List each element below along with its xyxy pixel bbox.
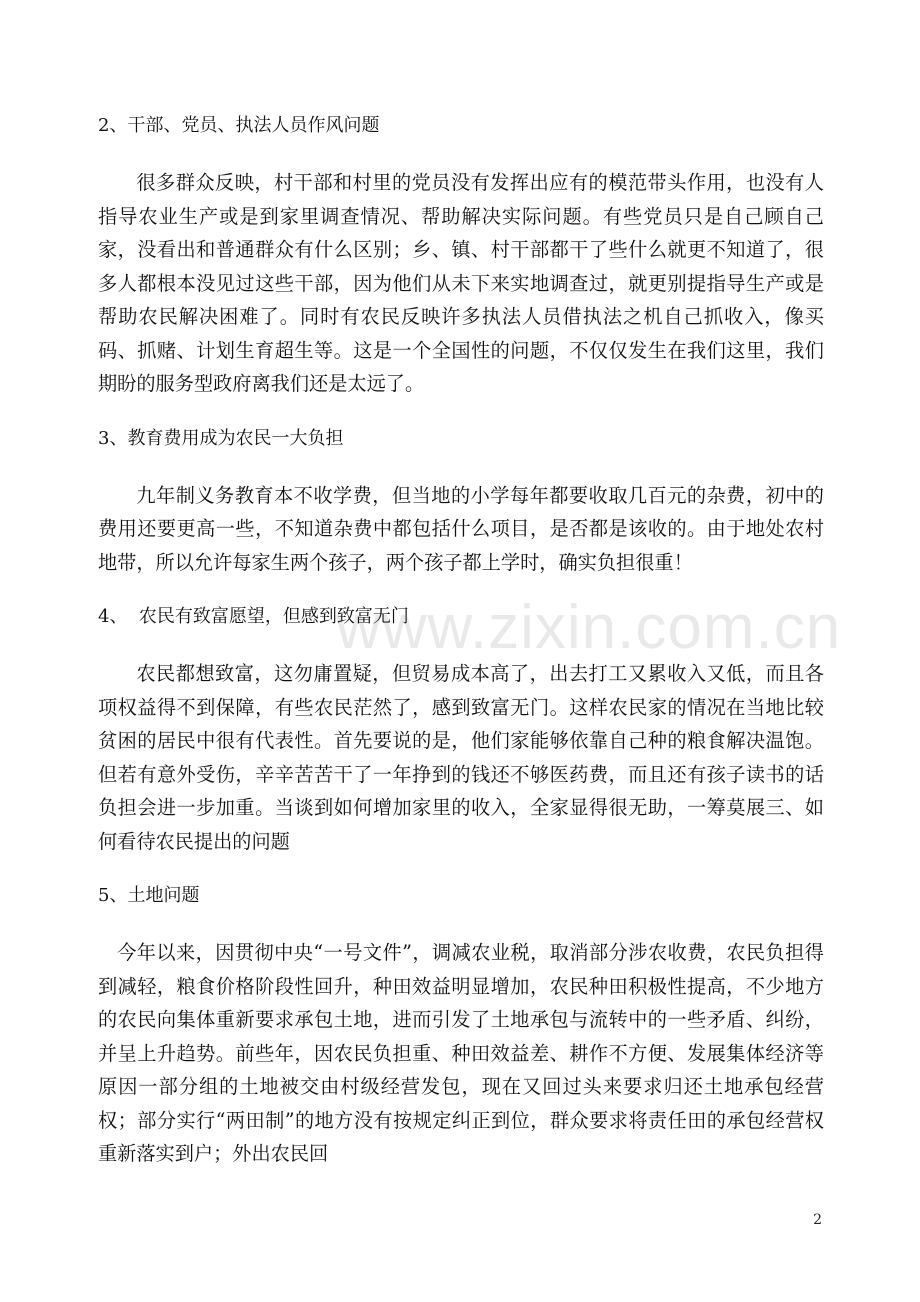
page-number: 2 <box>813 1212 822 1228</box>
section-heading-3: 3、教育费用成为农民一大负担 <box>98 427 344 449</box>
section-heading-4: 4、 农民有致富愿望，但感到致富无门 <box>98 606 409 627</box>
section-paragraph-4: 农民都想致富，这勿庸置疑，但贸易成本高了，出去打工又累收入又低，而且各项权益得不到保障，有些农民茫然了，感到致富无门。这样农民家的情况在当地比较贫困的居民中很有代表性。首先要说的是，他们家能够依靠自己种的粮食解决温饱。但若有意外受伤，辛辛苦苦干了一年挣到的钱还不够医药费，而且还有孩子读书的话负担会进一步加重。当谈到如何增加家里的收入，全家显得很无助，一筹莫展三、如何看待农民提出的问题 <box>98 662 824 853</box>
watermark: www.zixin.com.cn <box>336 593 842 662</box>
section-paragraph-5: 今年以来，因贯彻中央“一号文件”，调减农业税，取消部分涉农收费，农民负担得到减轻，粮食价格阶段性回升，种田效益明显增加，农民种田积极性提高，不少地方的农民向集体重新要求承包土地，进而引发了土地承包与流转中的一些矛盾、纠纷，并呈上升趋势。前些年，因农民负担重、种田效益差、耕作不方便、发展集体经济等原因一部分组的土地被交由村级经营发包，现在又回过头来要求归还土地承包经营权；部分实行“两田制”的地方没有按规定纠正到位，群众要求将责任田的承包经营权重新落实到户；外出农民回 <box>98 941 824 1165</box>
section-heading-2: 2、干部、党员、执法人员作风问题 <box>98 115 380 136</box>
document-body <box>98 112 824 1195</box>
section-paragraph-3: 九年制义务教育本不收学费，但当地的小学每年都要收取几百元的杂费，初中的费用还要更高一些，不知道杂费中都包括什么项目，是否都是该收的。由于地处农村地带，所以允许每家生两个孩子，两个孩子都上学时，确实负担很重！ <box>98 483 824 574</box>
section-paragraph-2: 很多群众反映，村干部和村里的党员没有发挥出应有的模范带头作用，也没有人指导农业生产或是到家里调查情况、帮助解决实际问题。有些党员只是自己顾自己家，没看出和普通群众有什么区别；乡、镇、村干部都干了些什么就更不知道了，很多人都根本没见过这些干部，因为他们从未下来实地调查过，就更别提指导生产或是帮助农民解决困难了。同时有农民反映许多执法人员借执法之机自己抓收入，像买码、抓赌、计划生育超生等。这是一个全国性的问题，不仅仅发生在我们这里，我们期盼的服务型政府离我们还是太远了。 <box>98 171 824 395</box>
section-heading-5: 5、土地问题 <box>98 885 200 906</box>
